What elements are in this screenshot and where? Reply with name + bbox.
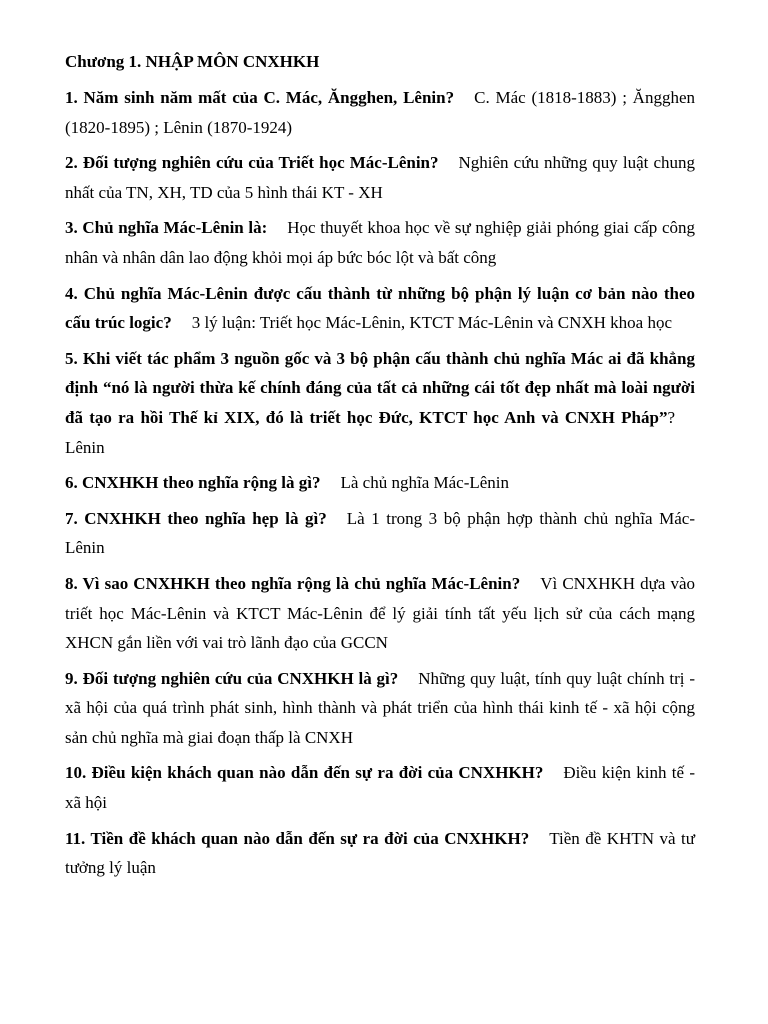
answer-10: Điều kiện kinh tế - xã hội (65, 763, 695, 813)
question-11: 11. Tiền đề khách quan nào dẫn đến sự ra đời của CNXHKH? (65, 828, 530, 848)
answer-4: 3 lý luận: Triết học Mác-Lênin, KTCT Mác-Lênin và CNXH khoa học (191, 313, 673, 333)
answer-3: Học thuyết khoa học về sự nghiệp giải phóng giai cấp công nhân và nhân dân lao động khỏi mọi áp bức bóc lột và bất công (65, 218, 695, 267)
question-3: 3. Chủ nghĩa Mác-Lênin là: (65, 218, 268, 238)
question-7: 7. CNXHKH theo nghĩa hẹp là gì? (65, 508, 327, 528)
question-1: 1. Năm sinh năm mất của C. Mác, Ăngghen, Lênin? (65, 88, 455, 107)
question-2: 2. Đối tượng nghiên cứu của Triết học Mác-Lênin? (65, 153, 439, 173)
qa-item-9 (65, 664, 695, 753)
qa-item-5 (65, 344, 695, 462)
qa-item-7 (65, 504, 695, 563)
question-5: 5. Khi viết tác phẩm 3 nguồn gốc và 3 bộ phận cấu thành chủ nghĩa Mác ai đã khẳng định “nó là người thừa kế chính đáng của tất cả những cái tốt đẹp nhất mà loài người đã tạo ra hồi Thế kỉ XIX, đó là triết học Đức, KTCT học Anh và CNXH Pháp” (65, 348, 695, 427)
qa-item-2 (65, 148, 695, 207)
answer-8: Vì CNXHKH dựa vào triết học Mác-Lênin và KTCT Mác-Lênin để lý giải tính tất yếu lịch sử của cách mạng XHCN gắn liền với vai trò lãnh đạo của GCCN (65, 573, 696, 653)
chapter-title: Chương 1. NHẬP MÔN CNXHKH (65, 52, 320, 71)
qa-item-6 (65, 468, 695, 498)
answer-1: C. Mác (1818-1883) ; Ăngghen (1820-1895) ; Lênin (1870-1924) (65, 88, 696, 137)
answer-2: Nghiên cứu những quy luật chung nhất của TN, XH, TD của 5 hình thái KT - XH (65, 153, 695, 202)
qa-item-4 (65, 279, 695, 338)
qa-item-10 (65, 758, 695, 817)
qa-item-1 (65, 83, 695, 142)
qa-item-11 (65, 824, 695, 883)
answer-6: Là chủ nghĩa Mác-Lênin (340, 473, 510, 493)
question-6: 6. CNXHKH theo nghĩa rộng là gì? (65, 473, 321, 493)
question-9: 9. Đối tượng nghiên cứu của CNXHKH là gì? (65, 668, 399, 688)
question-10: 10. Điều kiện khách quan nào dẫn đến sự ra đời của CNXHKH? (65, 763, 544, 783)
question-4: 4. Chủ nghĩa Mác-Lênin được cấu thành từ những bộ phận lý luận cơ bản nào theo cấu trúc logic? (65, 283, 695, 333)
question-8: 8. Vì sao CNXHKH theo nghĩa rộng là chủ nghĩa Mác-Lênin? (65, 573, 521, 593)
question-5-tail: ? (667, 407, 675, 427)
answer-7: Là 1 trong 3 bộ phận hợp thành chủ nghĩa Mác-Lênin (65, 508, 695, 558)
qa-item-3 (65, 213, 695, 272)
answer-5: Lênin (65, 437, 105, 457)
answer-11: Tiền đề KHTN và tư tưởng lý luận (65, 828, 695, 878)
qa-item-8 (65, 569, 695, 658)
answer-9: Những quy luật, tính quy luật chính trị - xã hội của quá trình phát sinh, hình thành và phát triển của hình thái kinh tế - xã hội cộng sản chủ nghĩa mà giai đoạn thấp là CNXH (65, 668, 695, 747)
